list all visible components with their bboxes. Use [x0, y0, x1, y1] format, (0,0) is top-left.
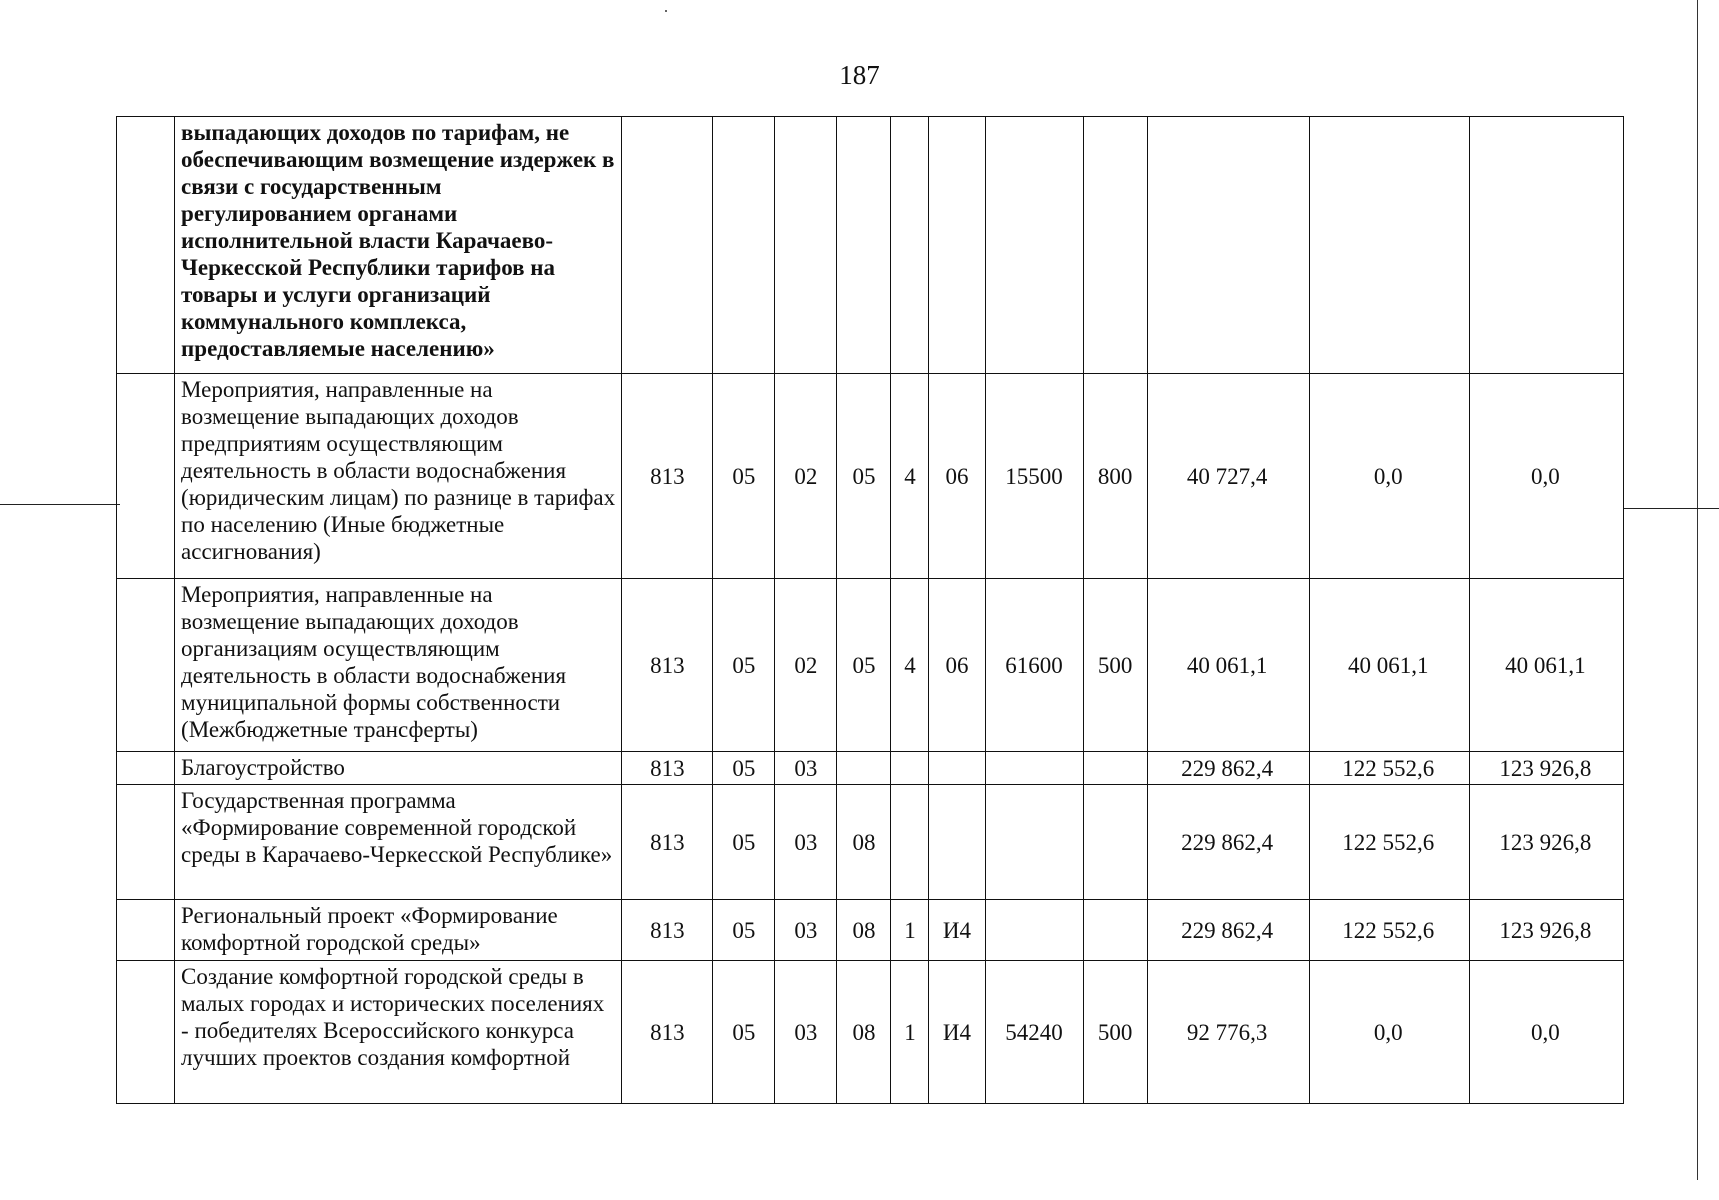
sum-year-1-cell: 229 862,4 [1147, 752, 1309, 785]
sum-year-2-cell [1309, 117, 1469, 374]
row-number-cell [117, 752, 175, 785]
scan-artifact-line-right [1624, 508, 1719, 509]
page-number: 187 [839, 60, 880, 90]
program-code-cell: 05 [837, 374, 891, 579]
program-code-cell: 08 [837, 961, 891, 1104]
table-row [117, 752, 1624, 785]
direction-code-cell [985, 900, 1083, 961]
row-number-cell [117, 374, 175, 579]
section-code-cell: 05 [713, 579, 775, 752]
direction-code-cell [985, 752, 1083, 785]
sum-year-3-cell: 0,0 [1469, 374, 1623, 579]
section-code-cell: 05 [713, 961, 775, 1104]
item-name-cell: Государственная программа «Формирование современной городской среды в Карачаево-Черкесской Республике» [175, 785, 622, 900]
scan-artifact-line-left [0, 504, 120, 505]
table-row [117, 579, 1624, 752]
sum-year-2-cell: 122 552,6 [1309, 752, 1469, 785]
table-row [117, 117, 1624, 374]
table-row [117, 900, 1624, 961]
sum-year-1-cell: 229 862,4 [1147, 785, 1309, 900]
row-number-cell [117, 961, 175, 1104]
subprogram-code-cell: 4 [891, 374, 929, 579]
sum-year-3-cell: 123 926,8 [1469, 900, 1623, 961]
sum-year-1-cell: 229 862,4 [1147, 900, 1309, 961]
row-number-cell [117, 117, 175, 374]
expense-type-cell: 500 [1083, 961, 1147, 1104]
budget-table [116, 116, 1624, 1104]
expense-type-cell: 800 [1083, 374, 1147, 579]
subsection-code-cell: 02 [775, 374, 837, 579]
row-number-cell [117, 785, 175, 900]
ministry-code-cell: 813 [622, 900, 713, 961]
subprogram-code-cell [891, 752, 929, 785]
item-name-cell: Региональный проект «Формирование комфортной городской среды» [175, 900, 622, 961]
subsection-code-cell: 02 [775, 579, 837, 752]
direction-code-cell: 54240 [985, 961, 1083, 1104]
direction-code-cell: 15500 [985, 374, 1083, 579]
table-row [117, 374, 1624, 579]
row-number-cell [117, 900, 175, 961]
sum-year-3-cell: 123 926,8 [1469, 752, 1623, 785]
section-code-cell: 05 [713, 752, 775, 785]
section-code-cell: 05 [713, 900, 775, 961]
direction-code-cell: 61600 [985, 579, 1083, 752]
item-name-cell: Мероприятия, направленные на возмещение выпадающих доходов организациям осуществляющим деятельность в области водоснабжения муниципальной формы собственности (Межбюджетные трансферты) [175, 579, 622, 752]
sum-year-1-cell [1147, 117, 1309, 374]
program-code-cell [837, 117, 891, 374]
sum-year-1-cell: 40 727,4 [1147, 374, 1309, 579]
program-code-cell: 08 [837, 785, 891, 900]
row-number-cell [117, 579, 175, 752]
subprogram-code-cell: 1 [891, 961, 929, 1104]
sum-year-1-cell: 40 061,1 [1147, 579, 1309, 752]
subprogram-code-cell [891, 785, 929, 900]
sum-year-3-cell: 123 926,8 [1469, 785, 1623, 900]
subsection-code-cell: 03 [775, 900, 837, 961]
sum-year-2-cell: 122 552,6 [1309, 785, 1469, 900]
subprogram-code-cell: 1 [891, 900, 929, 961]
subprogram-code-cell: 4 [891, 579, 929, 752]
expense-type-cell [1083, 900, 1147, 961]
expense-type-cell [1083, 752, 1147, 785]
item-name-cell: Мероприятия, направленные на возмещение выпадающих доходов предприятиям осуществляющим деятельность в области водоснабжения (юридическим лицам) по разнице в тарифах по населению (Иные бюджетные ассигнования) [175, 374, 622, 579]
ministry-code-cell: 813 [622, 752, 713, 785]
sum-year-2-cell: 122 552,6 [1309, 900, 1469, 961]
sum-year-3-cell: 40 061,1 [1469, 579, 1623, 752]
ministry-code-cell: 813 [622, 579, 713, 752]
ministry-code-cell: 813 [622, 374, 713, 579]
project-code-cell [929, 752, 985, 785]
sum-year-3-cell [1469, 117, 1623, 374]
item-name-cell: Создание комфортной городской среды в малых городах и исторических поселениях - победителях Всероссийского конкурса лучших проектов создания комфортной [175, 961, 622, 1104]
subsection-code-cell [775, 117, 837, 374]
subprogram-code-cell [891, 117, 929, 374]
scan-page-edge [1697, 0, 1698, 1180]
ministry-code-cell [622, 117, 713, 374]
ministry-code-cell: 813 [622, 961, 713, 1104]
section-code-cell: 05 [713, 374, 775, 579]
table-row [117, 785, 1624, 900]
sum-year-2-cell: 0,0 [1309, 961, 1469, 1104]
item-name-cell: Благоустройство [175, 752, 622, 785]
expense-type-cell: 500 [1083, 579, 1147, 752]
subsection-code-cell: 03 [775, 752, 837, 785]
project-code-cell [929, 117, 985, 374]
subsection-code-cell: 03 [775, 961, 837, 1104]
program-code-cell [837, 752, 891, 785]
project-code-cell: 06 [929, 374, 985, 579]
program-code-cell: 05 [837, 579, 891, 752]
sum-year-1-cell: 92 776,3 [1147, 961, 1309, 1104]
expense-type-cell [1083, 785, 1147, 900]
scan-speck [665, 10, 667, 12]
project-code-cell: 06 [929, 579, 985, 752]
direction-code-cell [985, 117, 1083, 374]
project-code-cell: И4 [929, 961, 985, 1104]
ministry-code-cell: 813 [622, 785, 713, 900]
section-code-cell: 05 [713, 785, 775, 900]
direction-code-cell [985, 785, 1083, 900]
table-row [117, 961, 1624, 1104]
section-code-cell [713, 117, 775, 374]
sum-year-3-cell: 0,0 [1469, 961, 1623, 1104]
program-code-cell: 08 [837, 900, 891, 961]
expense-type-cell [1083, 117, 1147, 374]
item-name-cell: выпадающих доходов по тарифам, не обеспечивающим возмещение издержек в связи с государственным регулированием органами исполнительной власти Карачаево-Черкесской Республики тарифов на товары и услуги организаций коммунального комплекса, предоставляемые населению» [175, 117, 622, 374]
sum-year-2-cell: 40 061,1 [1309, 579, 1469, 752]
project-code-cell: И4 [929, 900, 985, 961]
project-code-cell [929, 785, 985, 900]
subsection-code-cell: 03 [775, 785, 837, 900]
sum-year-2-cell: 0,0 [1309, 374, 1469, 579]
